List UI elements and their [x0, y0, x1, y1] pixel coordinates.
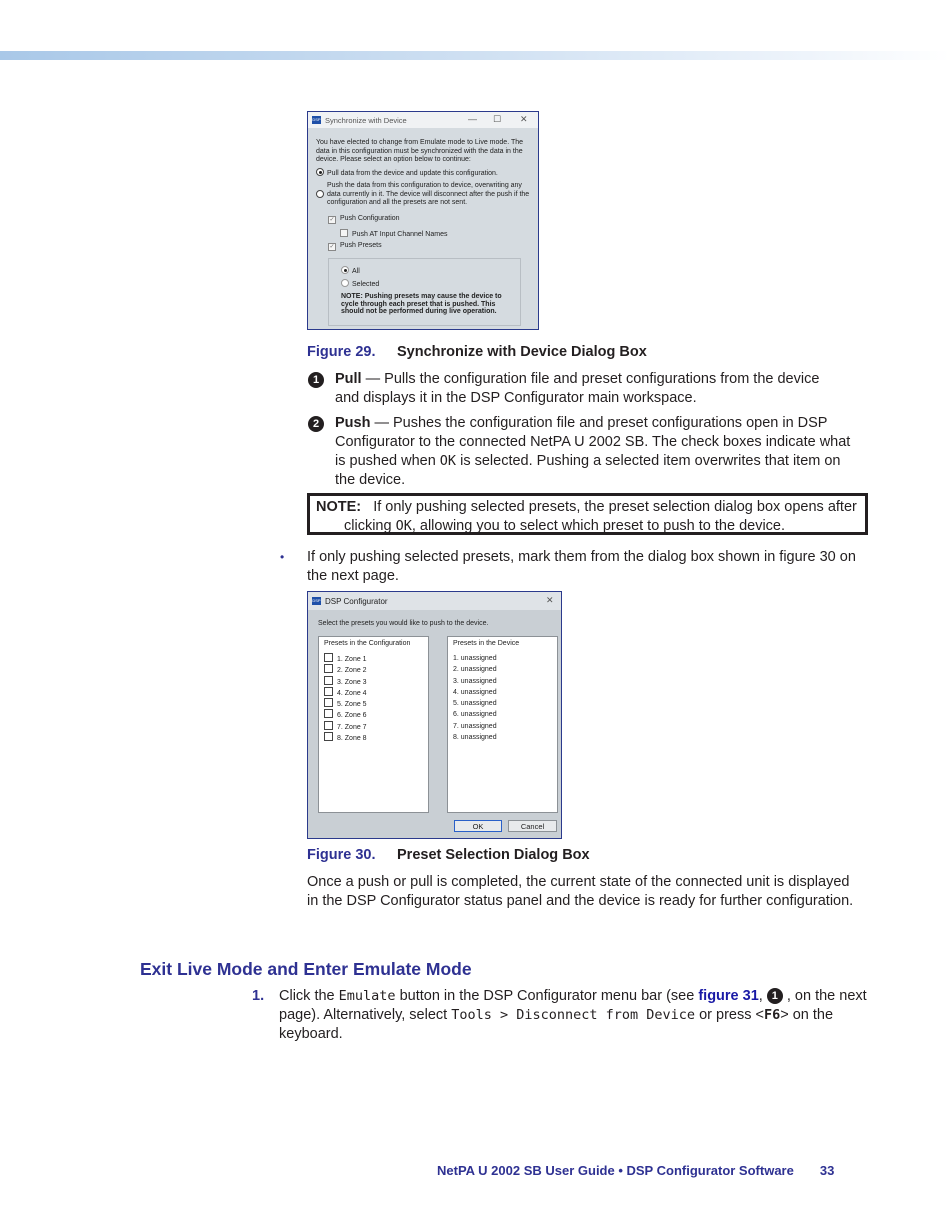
completion-paragraph: Once a push or pull is completed, the current state of the connected unit is displayed in the DSP Configurator status panel and the device is ready for further configuration.	[307, 874, 854, 909]
selected-option[interactable]	[341, 279, 379, 288]
bullet-item	[280, 548, 862, 586]
dialog-title-bar	[308, 112, 538, 128]
pull-description: — Pulls the configuration file and preset configurations from the device and displays it in the DSP Configurator main workspace.	[335, 371, 820, 406]
config-preset-item[interactable]	[324, 721, 423, 732]
preset-label: 5. Zone 5	[337, 701, 367, 709]
config-presets-list[interactable]	[318, 636, 429, 813]
device-preset-item[interactable]: 2. unassigned	[453, 666, 497, 674]
preset-label: 2. Zone 2	[337, 667, 367, 675]
preset-checkbox[interactable]	[324, 676, 333, 685]
preset-label: 7. Zone 7	[337, 723, 367, 731]
callout-1-icon: 1	[767, 988, 783, 1004]
close-icon[interactable]: ✕	[520, 114, 528, 124]
dialog-note-text: NOTE: Pushing presets may cause the device to cycle through each preset that is pushed. This should not be performed during live operation.	[341, 293, 502, 315]
preset-checkbox[interactable]	[324, 709, 333, 718]
preset-checkbox[interactable]	[324, 687, 333, 696]
all-label: All	[352, 268, 360, 275]
ok-button[interactable]: OK	[454, 820, 502, 832]
step-text: or press <	[695, 1007, 764, 1023]
device-presets-list[interactable]	[447, 636, 558, 813]
figure-30-caption	[307, 847, 590, 863]
selected-label: Selected	[352, 281, 380, 288]
footer	[437, 1163, 834, 1178]
push-item	[307, 414, 852, 490]
minimize-icon[interactable]: —	[468, 114, 477, 124]
callout-2-icon: 2	[308, 416, 324, 432]
push-radio[interactable]	[316, 190, 324, 198]
dsp-app-icon: DSP	[312, 598, 321, 603]
config-preset-item[interactable]	[324, 687, 423, 698]
tools-code: Tools	[451, 1007, 492, 1023]
push-description-b: is selected. Pushing a selected item overwrites that item on the device.	[335, 453, 841, 488]
emulate-code: Emulate	[338, 988, 396, 1004]
cancel-button[interactable]: Cancel	[508, 820, 557, 832]
dsp-app-icon: DSP	[312, 117, 321, 122]
figure-31-link[interactable]: figure 31	[698, 988, 759, 1004]
bullet-icon: •	[280, 550, 285, 564]
note-text-b: , allowing you to select which preset to push to the device.	[411, 518, 786, 534]
header-gradient-bar	[0, 51, 950, 60]
push-at-names-label: Push AT Input Channel Names	[352, 231, 448, 238]
synchronize-dialog	[307, 111, 539, 330]
device-preset-item[interactable]: 1. unassigned	[453, 655, 497, 662]
step-text: , on the next page). Alternatively, select	[279, 988, 867, 1023]
push-configuration-label: Push Configuration	[340, 215, 400, 222]
push-at-names-checkbox[interactable]	[340, 229, 447, 238]
device-preset-item[interactable]: 7. unassigned	[453, 722, 497, 730]
push-configuration-checkbox[interactable]	[328, 215, 400, 224]
preset-label: 6. Zone 6	[337, 712, 367, 720]
callout-1-icon: 1	[308, 372, 324, 388]
preset-group-box	[328, 258, 521, 326]
device-preset-item[interactable]: 8. unassigned	[453, 734, 497, 742]
maximize-icon[interactable]: ☐	[493, 114, 502, 124]
close-icon[interactable]: ✕	[546, 595, 554, 605]
config-list-header: Presets in the Configuration	[324, 640, 411, 647]
step-text: button in the DSP Configurator menu bar (see	[395, 988, 699, 1004]
note-text	[316, 498, 884, 536]
disconnect-code: Disconnect from Device	[516, 1007, 696, 1023]
dialog-title-bar	[308, 592, 561, 610]
preset-label: 8. Zone 8	[337, 735, 367, 743]
figure-title: Preset Selection Dialog Box	[397, 847, 590, 863]
step-1	[252, 987, 867, 1044]
bullet-text: If only pushing selected presets, mark them from the dialog box shown in figure 30 on the next page.	[307, 549, 856, 584]
device-list-header: Presets in the Device	[453, 640, 520, 647]
pull-item	[307, 370, 847, 408]
push-presets-checkbox[interactable]	[328, 242, 382, 251]
figure-title: Synchronize with Device Dialog Box	[397, 344, 647, 360]
ok-code: OK	[395, 518, 412, 534]
note-text-a: If only pushing selected presets, the preset selection dialog box opens after clicking	[344, 499, 857, 534]
dialog-prompt: Select the presets you would like to push to the device.	[318, 620, 489, 627]
preset-checkbox[interactable]	[324, 664, 333, 673]
preset-label: 3. Zone 3	[337, 678, 367, 686]
config-preset-item[interactable]	[324, 732, 423, 743]
device-preset-item[interactable]: 4. unassigned	[453, 688, 497, 696]
step-text: Click the	[279, 988, 339, 1004]
selected-radio[interactable]	[341, 279, 349, 287]
pull-option-label: Pull data from the device and update this configuration.	[327, 170, 498, 177]
preset-checkbox[interactable]	[324, 653, 333, 662]
config-preset-item[interactable]	[324, 709, 423, 720]
figure-number: Figure 29.	[307, 344, 376, 360]
checkbox-icon	[340, 229, 348, 237]
all-option[interactable]	[341, 266, 360, 275]
preset-checkbox[interactable]	[324, 732, 333, 741]
checkbox-icon: ✓	[329, 244, 335, 250]
figure-29-caption	[307, 344, 647, 360]
config-preset-item[interactable]	[324, 698, 423, 709]
checkbox-icon: ✓	[329, 217, 335, 223]
config-preset-item[interactable]	[324, 653, 423, 664]
pull-option[interactable]	[316, 168, 534, 177]
push-description-a: — Pushes the configuration file and preset configurations open in DSP Configurator to the connected NetPA U 2002 SB. The check boxes indicate what is pushed when	[335, 415, 851, 469]
f6-key: F6	[763, 1007, 781, 1023]
push-presets-label: Push Presets	[340, 242, 382, 249]
push-option-label: Push the data from this configuration to device, overwriting any data currently in it. The device will disconnect after the push if the configuration and all the presets are not sent.	[327, 182, 530, 206]
note-box	[307, 493, 868, 535]
all-radio[interactable]	[341, 266, 349, 274]
preset-checkbox[interactable]	[324, 721, 333, 730]
dsp-configurator-dialog	[307, 591, 562, 839]
device-preset-item[interactable]: 3. unassigned	[453, 677, 497, 685]
step-text: > on the keyboard.	[279, 1007, 834, 1042]
device-preset-item[interactable]: 6. unassigned	[453, 711, 497, 719]
dialog-title: Synchronize with Device	[325, 115, 407, 125]
footer-title: NetPA U 2002 SB User Guide • DSP Configurator Software	[437, 1163, 794, 1178]
step-number: 1.	[252, 988, 265, 1004]
pull-radio[interactable]	[316, 168, 324, 176]
config-preset-item[interactable]	[324, 664, 423, 675]
dialog-intro-text: You have elected to change from Emulate mode to Live mode. The data in this configuration must be synchronized with the data in the device. Please select an option below to continue:	[316, 139, 524, 163]
note-label: NOTE:	[316, 499, 362, 515]
section-heading: Exit Live Mode and Enter Emulate Mode	[140, 959, 472, 979]
page-number: 33	[819, 1163, 835, 1178]
preset-label: 4. Zone 4	[337, 689, 367, 697]
step-text: ,	[758, 988, 763, 1004]
dialog-title: DSP Configurator	[325, 596, 388, 606]
preset-checkbox[interactable]	[324, 698, 333, 707]
gt-code: >	[491, 1007, 517, 1023]
pull-term: Pull	[335, 371, 362, 387]
preset-label: 1. Zone 1	[337, 656, 367, 663]
push-option[interactable]	[316, 182, 534, 208]
config-preset-item[interactable]	[324, 676, 423, 687]
figure-number: Figure 30.	[307, 847, 376, 863]
device-preset-item[interactable]: 5. unassigned	[453, 700, 497, 708]
push-term: Push	[335, 415, 371, 431]
ok-code: OK	[439, 453, 457, 469]
